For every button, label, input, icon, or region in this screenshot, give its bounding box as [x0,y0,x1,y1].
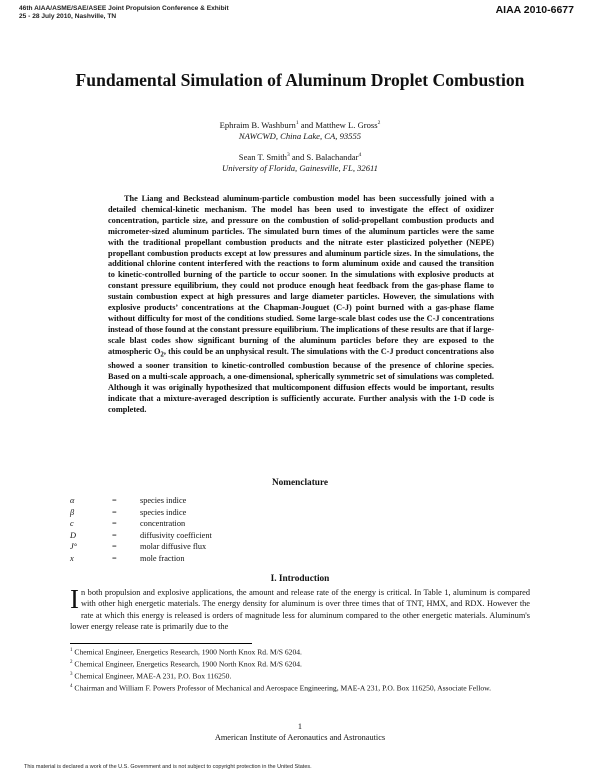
footnote [70,646,530,658]
nomenclature-symbol: x [70,553,74,563]
nomenclature-symbol: c [70,519,74,528]
copyright-disclaimer: This material is declared a work of the U.S. Government and is not subject to copyright protection in the United States. [24,764,312,770]
nomenclature-equals: = [112,530,117,540]
abstract [108,194,494,416]
nomenclature-row [70,507,212,519]
footnote-number: 1 [70,648,73,653]
abstract-paragraph [108,194,494,416]
nomenclature-symbol: β [70,507,75,517]
footnote [70,670,530,682]
footnotes [70,646,530,694]
author-footnote-mark: 2 [377,120,381,126]
conference-line-2: 25 - 28 July 2010, Nashville, TN [19,13,117,21]
nomenclature-description: species indice [140,507,187,517]
introduction-paragraph [70,584,530,633]
footnote-text: Chemical Engineer, MAE-A 231, P.O. Box 116250. [72,671,232,681]
nomenclature-row [70,530,212,542]
nomenclature-row [70,553,212,565]
footnote-number: 4 [70,683,73,689]
author-name: S. Balachandar [306,151,359,162]
introduction-heading: I. Introduction [270,574,330,584]
footnote-text: Chemical Engineer, Energetics Research, 1900 North Knox Rd. M/S 6204. [72,659,302,669]
nomenclature-heading: Nomenclature [271,478,329,488]
abstract-o2-subscript: 2 [160,351,164,359]
footnote-text: Chairman and William F. Powers Professor of Mechanical and Aerospace Engineering, MAE-A 231, P.O. Box 116250, Associate Fellow. [72,683,491,693]
author-footnote-mark: 1 [295,120,299,126]
author-separator: and [289,151,307,162]
introduction-text: n both propulsion and explosive applications, the amount and release rate of the energy is critical. In Table 1, aluminum is compared with other high energetic materials. The energy density for aluminum is over three times that of TNT, HMX, and RDX. However the rate at which this energy is released is orders of magnitude less for aluminum compared to the other energetic materials. Aluminum's lower energy release rate is primarily due to the [70,588,530,632]
nomenclature-equals: = [112,553,117,563]
footnote-divider [70,643,252,644]
conference-line-1: 46th AIAA/ASME/SAE/ASEE Joint Propulsion Conference & Exhibit [19,5,229,12]
nomenclature-description: species indice [140,496,187,505]
publisher-footer: American Institute of Aeronautics and Astronautics [214,733,386,742]
nomenclature-symbol: J° [70,542,78,551]
author-affiliation: University of Florida, Gainesville, FL, 32611 [222,162,378,173]
nomenclature-description: molar diffusive flux [140,542,207,551]
author-name: Ephraim B. Washburn [219,119,296,130]
author-footnote-mark: 4 [358,152,362,158]
nomenclature-equals: = [112,507,117,517]
abstract-text-part2: , this could be an unphysical result. The simulations with the C-J product concentrations also showed a sooner transition to kinetic-controlled combustion because of the presence of chlorine species. Based on a multi-scale approach, a one-dimensional, spherically symmetric set of simulations was completed. Although it was originally hypothesized that multicomponent diffusion effects would be important, results indicate that a mixture-averaged description is sufficiently accurate. Further analysis with the 1-D code is completed. [108,346,494,414]
nomenclature-list [70,495,212,564]
author-group-2 [0,150,600,174]
footnote [70,682,530,694]
nomenclature-equals: = [112,542,117,551]
nomenclature-description: concentration [140,519,186,528]
author-name: Sean T. Smith [238,151,287,162]
author-name: Matthew L. Gross [315,119,378,130]
nomenclature-equals: = [112,496,117,505]
drop-cap: I [70,584,79,614]
author-group-1 [0,118,600,142]
nomenclature-row [70,518,212,530]
footnote-number: 2 [70,659,73,665]
author-affiliation: NAWCWD, China Lake, CA, 93555 [238,130,362,141]
paper-id: AIAA 2010-6677 [495,4,574,16]
conference-header [19,5,229,21]
author-separator: and [298,119,316,130]
page-number: 1 [297,722,303,731]
footnote-text: Chemical Engineer, Energetics Research, 1900 North Knox Rd. M/S 6204. [72,647,302,657]
nomenclature-symbol: D [70,530,76,540]
nomenclature-row [70,495,212,507]
footnote-number: 3 [70,671,73,677]
nomenclature-symbol: α [70,496,75,505]
nomenclature-row [70,541,212,553]
paper-title: Fundamental Simulation of Aluminum Droplet Combustion [75,70,525,90]
abstract-text-part1: The Liang and Beckstead aluminum-particle combustion model has been successfully joined with a detailed chemical-kinetic mechanism. The model has been used to investigate the effect of oxidizer concentration, particle size, and pressure on the combustion of solid-propellant combustion products and micrometer-sized aluminum particles. The simulated burn times of the aluminum particles were the same with the traditional propellant combustion products and the nitrate ester plasticized polyether (NEPE) propellant combustion products except at low pressures and aluminum particle sizes. In the simulations, the additional chlorine content interfered with the reactions to form aluminum oxide and caused the transition to kinetic-controlled burning of the particle to occur sooner. In the simulations with explosive products at constant pressure equilibrium, they could not produce enough heat feedback from the gas-phase flame to sustain combustion expect at high pressures and large diameter particles. However, the simulations with explosive products’ concentrations at the Chapman-Jouguet (C-J) point burned with a gas-phase flame without difficulty for most of the conditions studied. Some large-scale blast codes use the C-J concentrations instead of those found at the constant pressure equilibrium. The implications of these results are that if large-scale blast codes show significant burning of the aluminum particles before they are exposed to the atmospheric O [108,194,494,356]
nomenclature-equals: = [112,519,117,528]
nomenclature-description: diffusivity coefficient [140,530,212,540]
author-footnote-mark: 3 [286,152,290,158]
footnote [70,658,530,670]
nomenclature-description: mole fraction [140,553,185,563]
